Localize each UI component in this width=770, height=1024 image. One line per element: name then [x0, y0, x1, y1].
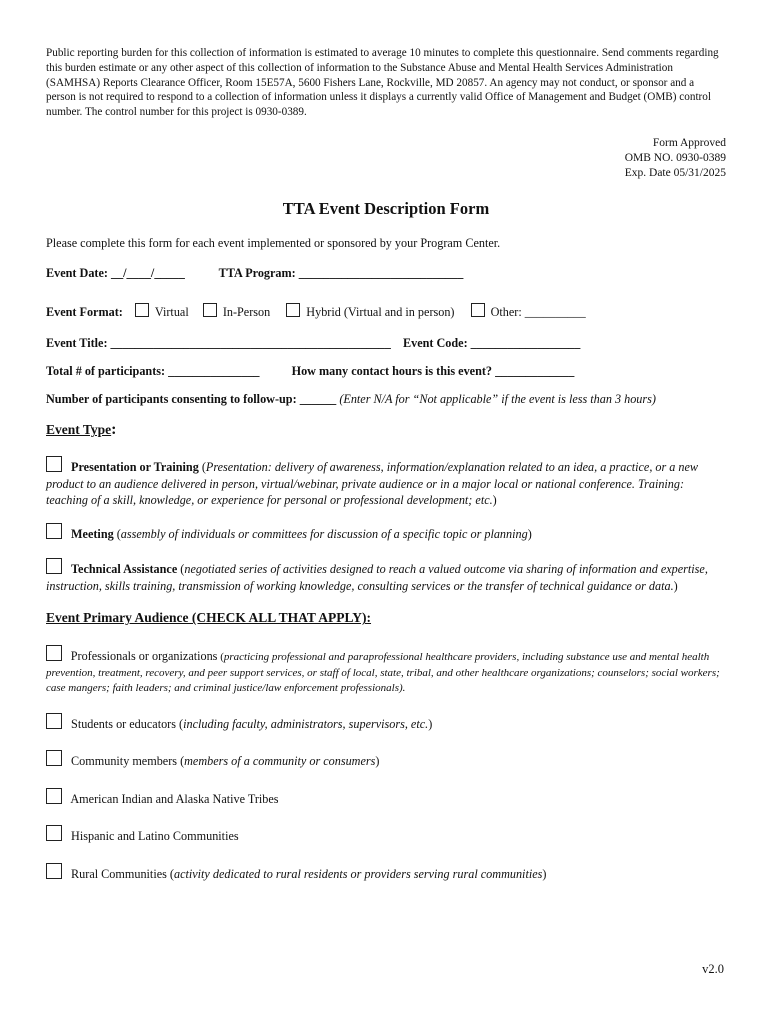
tribes-checkbox[interactable] [46, 788, 62, 804]
presentation-checkbox[interactable] [46, 456, 62, 472]
contact-hours-field[interactable]: How many contact hours is this event? _____________ [291, 363, 575, 378]
rural-checkbox[interactable] [46, 863, 62, 879]
audience-heading: Event Primary Audience (CHECK ALL THAT APPLY): [46, 610, 372, 626]
title-code-row [46, 336, 726, 351]
community-label: Community members [71, 754, 178, 769]
rural-option: Rural Communities (activity dedicated to rural residents or providers serving rural communities) [46, 863, 726, 883]
rural-label: Rural Communities [71, 866, 167, 881]
hispanic-label: Hispanic and Latino Communities [71, 829, 239, 844]
presentation-option: Presentation or Training (Presentation: delivery of awareness, information/explanation related to an idea, a practice, or a new product to an audience delivered in person, virtual/webinar, private audience or in a major local or national conference. Training: teaching of a skill, knowledge, or experience for personal or professional development; etc.) [46, 456, 726, 509]
intro-text: Please complete this form for each event implemented or sponsored by your Program Center. [46, 235, 501, 250]
community-checkbox[interactable] [46, 750, 62, 766]
page-title: TTA Event Description Form [282, 198, 490, 218]
hispanic-checkbox[interactable] [46, 825, 62, 841]
approval-block [46, 136, 726, 181]
meeting-label: Meeting [71, 526, 114, 541]
event-type-colon: : [111, 421, 117, 439]
consent-note: (Enter N/A for “Not applicable” if the event is less than 3 hours) [339, 391, 656, 406]
students-checkbox[interactable] [46, 713, 62, 729]
total-participants-field[interactable]: Total # of participants: _______________ [46, 363, 260, 378]
omb-number: OMB NO. 0930-0389 [624, 151, 726, 164]
presentation-description: Presentation: delivery of awareness, information/explanation related to an idea, a practice, or a new product to an audience delivered in person, virtual/webinar, private audience or in a major local or national conference. Training: teaching of a skill, knowledge, or experience for personal or professional development; etc. [46, 460, 699, 508]
presentation-label: Presentation or Training [71, 460, 199, 475]
format-virtual-checkbox[interactable] [135, 303, 149, 317]
students-label: Students or educators [71, 716, 176, 731]
format-in-person-label: In-Person [222, 304, 271, 319]
meeting-description: assembly of individuals or committees for discussion of a specific topic or planning [120, 526, 528, 541]
community-option: Community members (members of a community or consumers) [46, 750, 726, 770]
rural-description: activity dedicated to rural residents or providers serving rural communities [173, 866, 543, 881]
form-page [46, 46, 726, 882]
format-other-label[interactable]: Other: __________ [490, 304, 586, 319]
consent-field[interactable]: Number of participants consenting to follow-up: ______ [46, 391, 337, 406]
consent-row [46, 391, 726, 408]
version-label: v2.0 [702, 962, 724, 976]
meeting-checkbox[interactable] [46, 523, 62, 539]
professionals-option: Professionals or organizations (practicing professional and paraprofessional healthcare providers, including substance use and mental health prevention, treatment, recovery, and peer support services, or staff of local, state, tribal, and other healthcare organizations; counselors; social workers; case mangers; faith leaders; and criminal justice/law enforcement professionals). [46, 645, 726, 697]
tribes-option [46, 788, 726, 808]
audience-section [46, 609, 726, 627]
technical-assistance-label: Technical Assistance [71, 562, 178, 577]
students-description: including faculty, administrators, supervisors, etc. [183, 716, 429, 731]
tta-program-field[interactable]: TTA Program: ___________________________ [218, 265, 464, 280]
professionals-description: practicing professional and paraprofessional healthcare providers, including substance use and mental health prevention, treatment, recovery, and peer support services, or staff of local, state, tribal, and other healthcare organizations; counselors; social workers; case mangers; faith leaders; and criminal justice/law enforcement professionals). [46, 651, 720, 695]
professionals-label: Professionals or organizations [70, 649, 218, 664]
format-hybrid-label: Hybrid (Virtual and in person) [306, 304, 455, 319]
expiration-date: Exp. Date 05/31/2025 [624, 166, 726, 179]
date-program-row [46, 266, 726, 281]
hispanic-option [46, 825, 726, 845]
technical-assistance-option: Technical Assistance (negotiated series of activities designed to reach a valued outcome via sharing of information and expertise, instruction, skills training, transmission of working knowledge, consulting services or the transfer of technical guidance or data.) [46, 558, 726, 594]
format-hybrid-checkbox[interactable] [286, 303, 300, 317]
format-in-person-checkbox[interactable] [203, 303, 217, 317]
meeting-option: Meeting (assembly of individuals or committees for discussion of a specific topic or planning) [46, 523, 726, 543]
event-format-label: Event Format: [46, 304, 123, 319]
event-format-row [46, 303, 726, 320]
professionals-checkbox[interactable] [46, 645, 62, 661]
participants-row [46, 364, 726, 379]
community-description: members of a community or consumers [184, 754, 376, 769]
event-code-field[interactable]: Event Code: __________________ [402, 335, 581, 350]
event-type-section [46, 421, 726, 439]
technical-assistance-checkbox[interactable] [46, 558, 62, 574]
format-virtual-label: Virtual [154, 304, 189, 319]
students-option: Students or educators (including faculty, administrators, supervisors, etc.) [46, 713, 726, 733]
format-other-checkbox[interactable] [471, 303, 485, 317]
event-title-field[interactable]: Event Title: ______________________________________________ [46, 335, 391, 350]
event-date-field[interactable]: Event Date: __/____/_____ [46, 265, 185, 280]
approval-line-1: Form Approved [652, 136, 726, 149]
technical-assistance-description: negotiated series of activities designed to reach a valued outcome via sharing of information and expertise, instruction, skills training, transmission of working knowledge, consulting services or the transfer of technical guidance or data. [46, 562, 708, 593]
event-type-heading: Event Type [46, 422, 112, 438]
burden-statement: Public reporting burden for this collection of information is estimated to average 10 minutes to complete this questionnaire. Send comments regarding this burden estimate or any other aspect of this collection of information to the Substance Abuse and Mental Health Services Administration (SAMHSA) Reports Clearance Officer, Room 15E57A, 5600 Fishers Lane, Rockville, MD 20857. An agency may not conduct, or sponsor and a person is not required to respond to a collection of information unless it displays a currently valid Office of Management and Budget (OMB) control number. The control number for this project is 0930-0389. [46, 47, 719, 119]
tribes-label: American Indian and Alaska Native Tribes [70, 791, 279, 806]
